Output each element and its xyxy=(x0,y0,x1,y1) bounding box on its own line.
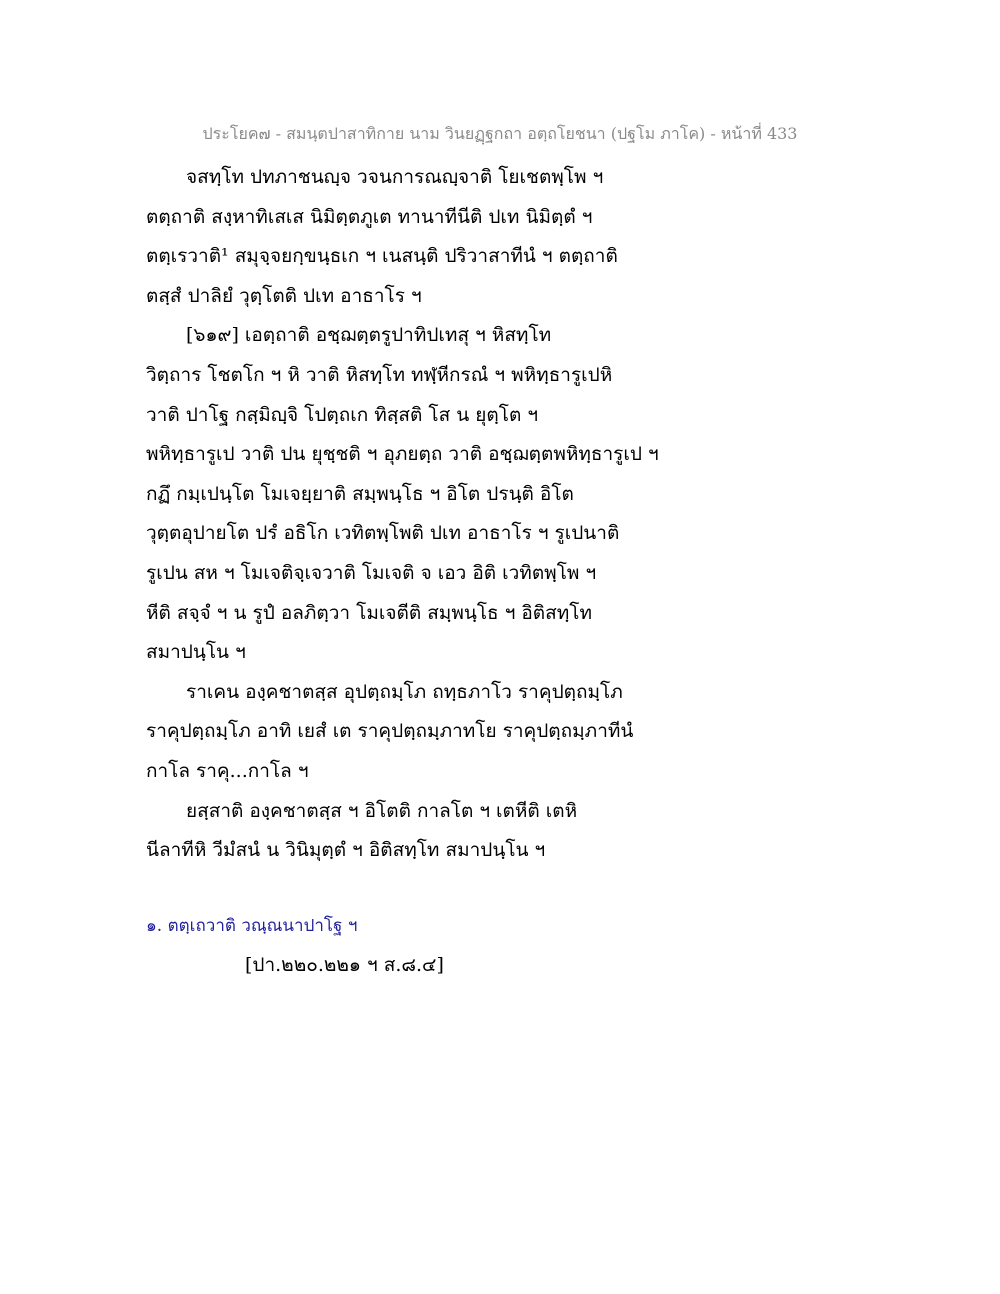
text-line: หีติ สจฺจํ ฯ น รูปํ อลภิตฺวา โมเจตีติ สมฺพนฺโธ ฯ อิติสทฺโท xyxy=(146,601,592,624)
page-reference: [ปา.๒๒๐.๒๒๑ ฯ ส.๘.๔] xyxy=(245,954,444,976)
text-line: ราเคน องฺคชาตสฺส อุปตฺถมฺโภ ถทฺธภาโว ราคุปตฺถมฺโภ xyxy=(186,680,623,703)
text-line: วาติ ปาโฐ กสฺมิญฺจิ โปตฺถเก ทิสฺสติ โส น ยุตฺโต ฯ xyxy=(146,403,538,426)
text-line: สมาปนฺโน ฯ xyxy=(146,641,246,664)
text-line: นีลาทีหิ วีมํสนํ น วินิมุตฺตํ ฯ อิติสทฺโท สมาปนฺโน ฯ xyxy=(146,839,546,862)
text-line: พหิทฺธารูเป วาติ ปน ยุชฺชติ ฯ อุภยตฺถ วาติ อชฺฌตฺตพหิทฺธารูเป ฯ xyxy=(146,443,659,466)
text-line: ตสฺสํ ปาลิยํ วุตฺโตติ ปเท อาธาโร ฯ xyxy=(146,284,422,307)
text-line: ตตฺเรวาติ¹ สมุจฺจยกฺขนฺธเก ฯ เนสนฺติ ปริวาสาทีนํ ฯ ตตฺถาติ xyxy=(146,245,618,268)
text-line: วุตฺตอุปายโต ปรํ อธิโก เวทิตพฺโพติ ปเท อาธาโร ฯ รูเปนาติ xyxy=(146,522,620,545)
text-line: ราคุปตฺถมฺโภ อาทิ เยสํ เต ราคุปตฺถมฺภาทโย ราคุปตฺถมฺภาทีนํ xyxy=(146,720,634,743)
body-text xyxy=(146,158,666,871)
text-line: ตตฺถาติ สงฺหาทิเสเส นิมิตฺตภูเต ทานาทีนีติ ปเท นิมิตฺตํ ฯ xyxy=(146,205,593,228)
footnote: ๑. ตตฺเถวาติ วณฺณนาปาโฐ ฯ xyxy=(146,916,358,936)
page-header: ประโยค๗ - สมนฺตปาสาทิกาย นาม วินยฏฺฐกถา อตฺถโยชนา (ปฐโม ภาโค) - หน้าที่ 433 xyxy=(202,124,798,143)
text-line: กฏึ กมฺเปนฺโต โมเจยฺยาติ สมฺพนฺโธ ฯ อิโต ปรนฺติ อิโต xyxy=(146,482,574,505)
text-line: ยสฺสาติ องฺคชาตสฺส ฯ อิโตติ กาลโต ฯ เตหีติ เตหิ xyxy=(186,799,578,822)
text-line: วิตฺถาร โชตโก ฯ หิ วาติ หิสทฺโท ทฬฺหีกรณํ ฯ พหิทฺธารูเปหิ xyxy=(146,363,613,386)
text-line: กาโล ราคุ...กาโล ฯ xyxy=(146,759,309,782)
text-line: จสทฺโท ปทภาชนญฺจ วจนการณญฺจาติ โยเชตพฺโพ ฯ xyxy=(186,166,604,188)
text-line: [๖๑๙] เอตฺถาติ อชฺฌตฺตรูปาทิปเทสุ ฯ หิสทฺโท xyxy=(186,324,552,347)
text-line: รูเปน สห ฯ โมเจติจฺเจวาติ โมเจติ จ เอว อิติ เวทิตพฺโพ ฯ xyxy=(146,561,597,584)
